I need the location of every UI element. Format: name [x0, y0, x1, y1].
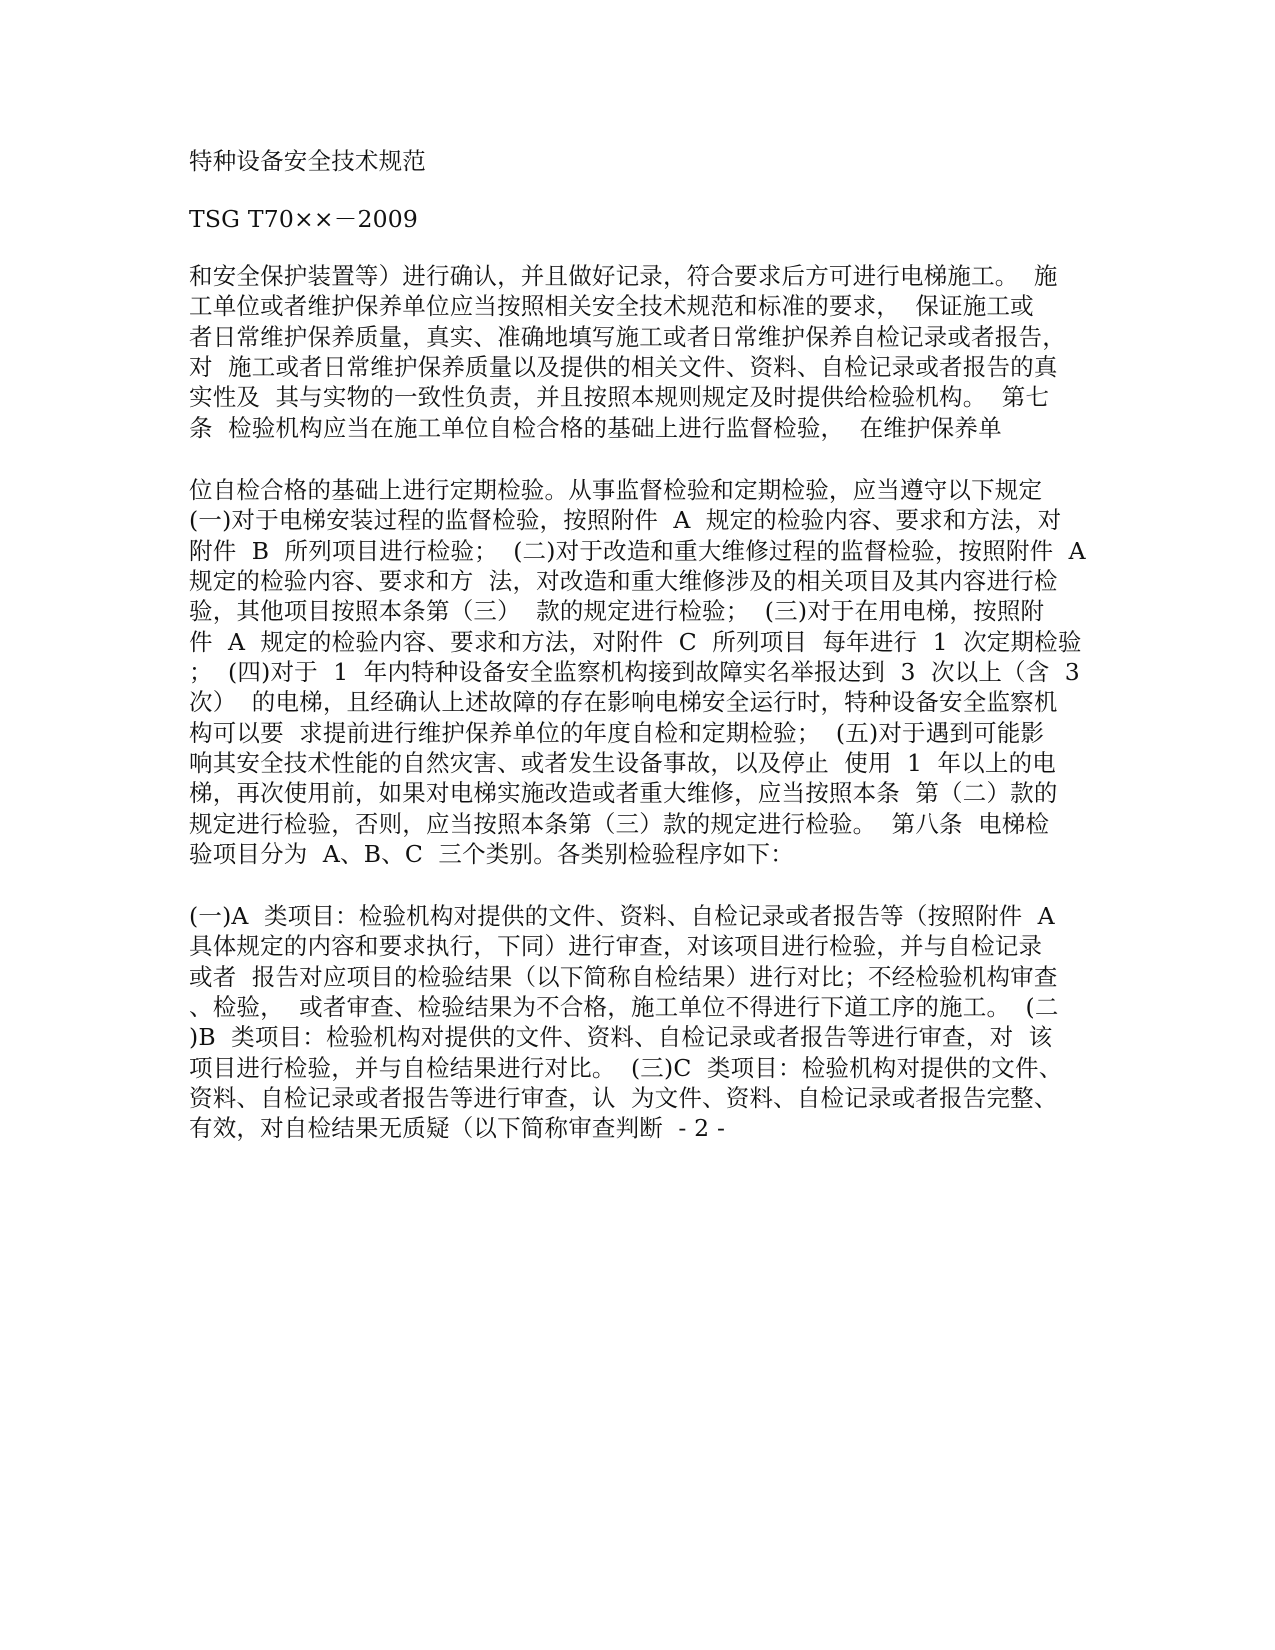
- text-line: ； (四)对于 1 年内特种设备安全监察机构接到故障实名举报达到 3 次以上（含 3: [189, 658, 1080, 686]
- text-line: 附件 B 所列项目进行检验； (二)对于改造和重大维修过程的监督检验，按照附件 A: [189, 537, 1086, 565]
- text-line: 工单位或者维护保养单位应当按照相关安全技术规范和标准的要求， 保证施工或: [189, 292, 1034, 320]
- text-line: 验项目分为 A、B、C 三个类别。各类别检验程序如下：: [189, 840, 794, 868]
- text-line: 者日常维护保养质量，真实、准确地填写施工或者日常维护保养自检记录或者报告，: [189, 323, 1066, 351]
- text-line: 或者 报告对应项目的检验结果（以下简称自检结果）进行对比；不经检验机构审查: [189, 963, 1058, 991]
- text-line: 条 检验机构应当在施工单位自检合格的基础上进行监督检验， 在维护保养单: [189, 414, 1002, 442]
- text-line: 件 A 规定的检验内容、要求和方法，对附件 C 所列项目 每年进行 1 次定期检验: [189, 628, 1082, 656]
- text-line: 验，其他项目按照本条第（三） 款的规定进行检验； (三)对于在用电梯，按照附: [189, 597, 1045, 625]
- text-line: 次） 的电梯，且经确认上述故障的存在影响电梯安全运行时，特种设备安全监察机: [189, 688, 1058, 716]
- text-line: 资料、自检记录或者报告等进行审查，认 为文件、资料、自检记录或者报告完整、: [189, 1084, 1058, 1112]
- text-line: 对 施工或者日常维护保养质量以及提供的相关文件、资料、自检记录或者报告的真: [189, 353, 1058, 381]
- text-line: 规定进行检验，否则，应当按照本条第（三）款的规定进行检验。 第八条 电梯检: [189, 810, 1050, 838]
- text-line: 有效，对自检结果无质疑（以下简称审查判断 - 2 -: [189, 1114, 726, 1142]
- text-line: 响其安全技术性能的自然灾害、或者发生设备事故，以及停止 使用 1 年以上的电: [189, 749, 1056, 777]
- text-line: 梯，再次使用前，如果对电梯实施改造或者重大维修，应当按照本条 第（二）款的: [189, 779, 1058, 807]
- text-line: 、检验， 或者审查、检验结果为不合格，施工单位不得进行下道工序的施工。 (二: [189, 993, 1059, 1021]
- text-line: )B 类项目：检验机构对提供的文件、资料、自检记录或者报告等进行审查，对 该: [189, 1023, 1053, 1051]
- document-title: 特种设备安全技术规范: [189, 147, 426, 175]
- standard-code: TSG T70××－2009: [189, 205, 419, 233]
- text-line: 规定的检验内容、要求和方 法，对改造和重大维修涉及的相关项目及其内容进行检: [189, 567, 1058, 595]
- text-line: (一)A 类项目：检验机构对提供的文件、资料、自检记录或者报告等（按照附件 A: [189, 902, 1055, 930]
- text-line: 和安全保护装置等）进行确认，并且做好记录，符合要求后方可进行电梯施工。 施: [189, 262, 1058, 290]
- text-line: 位自检合格的基础上进行定期检验。从事监督检验和定期检验，应当遵守以下规定: [189, 476, 1043, 504]
- text-line: 构可以要 求提前进行维护保养单位的年度自检和定期检验； (五)对于遇到可能影: [189, 719, 1045, 747]
- text-line: (一)对于电梯安装过程的监督检验，按照附件 A 规定的检验内容、要求和方法，对: [189, 506, 1062, 534]
- text-line: 项目进行检验，并与自检结果进行对比。 (三)C 类项目：检验机构对提供的文件、: [189, 1054, 1063, 1082]
- text-line: 实性及 其与实物的一致性负责，并且按照本规则规定及时提供给检验机构。 第七: [189, 383, 1050, 411]
- text-line: 具体规定的内容和要求执行，下同）进行审查，对该项目进行检验，并与自检记录: [189, 932, 1043, 960]
